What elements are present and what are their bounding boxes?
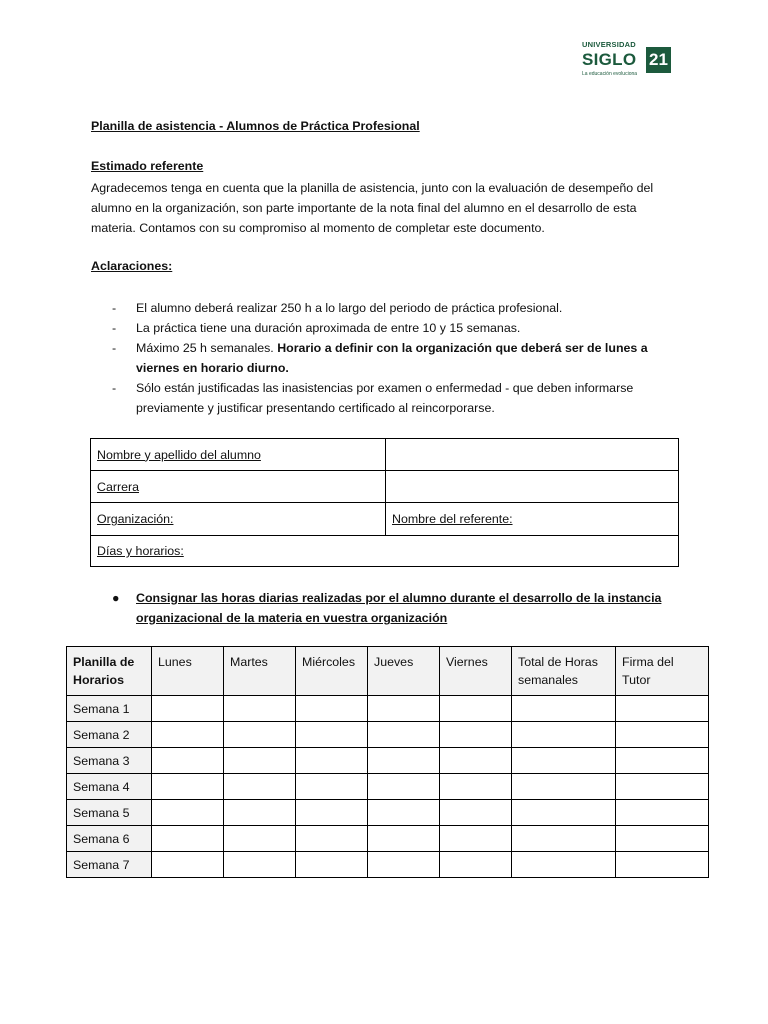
hours-cell[interactable] <box>368 800 440 826</box>
week-label: Semana 3 <box>67 748 152 774</box>
hours-cell[interactable] <box>152 852 224 878</box>
hours-cell[interactable] <box>440 800 512 826</box>
hours-cell[interactable] <box>152 826 224 852</box>
hours-cell[interactable] <box>296 722 368 748</box>
label-nombre: Nombre y apellido del alumno <box>91 439 386 471</box>
hours-cell[interactable] <box>368 774 440 800</box>
table-row <box>67 722 709 748</box>
table-row <box>67 774 709 800</box>
logo-main-text: SIGLO <box>582 50 637 69</box>
signature-cell[interactable] <box>616 852 709 878</box>
hours-cell[interactable] <box>440 722 512 748</box>
bullet-text-2: La práctica tiene una duración aproximada de entre 10 y 15 semanas. <box>136 321 521 335</box>
hours-cell[interactable] <box>152 800 224 826</box>
logo-number-box: 21 <box>646 47 671 73</box>
input-carrera[interactable] <box>386 471 679 503</box>
week-label: Semana 7 <box>67 852 152 878</box>
intro-paragraph: Agradecemos tenga en cuenta que la planilla de asistencia, junto con la evaluación de desempeño del alumno en la organización, son parte importante de la nota final del alumno en el desarrollo de esta materia. Contamos con su compromiso al momento de completar este documento. <box>91 181 654 235</box>
logo-top-text: UNIVERSIDAD <box>582 40 636 49</box>
header-cell: Viernes <box>440 647 512 696</box>
label-carrera: Carrera <box>91 471 386 503</box>
week-label: Semana 1 <box>67 696 152 722</box>
total-cell[interactable] <box>512 852 616 878</box>
table-row <box>67 748 709 774</box>
signature-cell[interactable] <box>616 696 709 722</box>
table-row <box>67 696 709 722</box>
hours-cell[interactable] <box>224 774 296 800</box>
hours-cell[interactable] <box>224 826 296 852</box>
total-cell[interactable] <box>512 722 616 748</box>
hours-cell[interactable] <box>224 696 296 722</box>
university-logo <box>582 40 674 80</box>
week-label: Semana 6 <box>67 826 152 852</box>
hours-cell[interactable] <box>296 696 368 722</box>
list-item: - Sólo están justificadas las inasistencias por examen o enfermedad - que deben informarse previamente y justificar presentando certificado al reincorporarse. <box>112 381 634 415</box>
aclaraciones-list <box>112 298 692 418</box>
list-item: - La práctica tiene una duración aproximada de entre 10 y 15 semanas. <box>112 321 521 335</box>
greeting-heading: Estimado referente <box>91 159 204 173</box>
instruction-text: Consignar las horas diarias realizadas por el alumno durante el desarrollo de la instancia organizacional de la materia en vuestra organización <box>136 591 662 625</box>
signature-cell[interactable] <box>616 774 709 800</box>
schedule-header-row <box>67 647 709 696</box>
header-cell: Lunes <box>152 647 224 696</box>
hours-cell[interactable] <box>368 748 440 774</box>
hours-cell[interactable] <box>440 852 512 878</box>
input-nombre[interactable] <box>386 439 679 471</box>
field-referente[interactable]: Nombre del referente: <box>386 503 679 536</box>
hours-cell[interactable] <box>368 852 440 878</box>
table-row <box>67 852 709 878</box>
header-cell: Jueves <box>368 647 440 696</box>
hours-cell[interactable] <box>368 696 440 722</box>
total-cell[interactable] <box>512 826 616 852</box>
hours-cell[interactable] <box>296 826 368 852</box>
logo-tagline: La educación evoluciona <box>582 71 638 77</box>
hours-cell[interactable] <box>152 774 224 800</box>
hours-cell[interactable] <box>368 826 440 852</box>
total-cell[interactable] <box>512 748 616 774</box>
hours-cell[interactable] <box>224 748 296 774</box>
header-cell: Total de Horas semanales <box>512 647 616 696</box>
signature-cell[interactable] <box>616 722 709 748</box>
hours-cell[interactable] <box>296 852 368 878</box>
total-cell[interactable] <box>512 774 616 800</box>
total-cell[interactable] <box>512 696 616 722</box>
hours-cell[interactable] <box>296 800 368 826</box>
hours-cell[interactable] <box>296 774 368 800</box>
total-cell[interactable] <box>512 800 616 826</box>
week-label: Semana 5 <box>67 800 152 826</box>
week-label: Semana 2 <box>67 722 152 748</box>
header-cell: Martes <box>224 647 296 696</box>
hours-cell[interactable] <box>440 748 512 774</box>
student-info-table <box>90 438 679 567</box>
bullet-text-4: Sólo están justificadas las inasistencias por examen o enfermedad - que deben informarse previamente y justificar presentando certificado al reincorporarse. <box>136 381 634 415</box>
aclaraciones-heading: Aclaraciones: <box>91 259 173 273</box>
document-title: Planilla de asistencia - Alumnos de Práctica Profesional <box>91 119 420 133</box>
list-item: - Máximo 25 h semanales. Horario a definir con la organización que deberá ser de lunes a viernes en horario diurno. <box>112 341 648 375</box>
hours-cell[interactable] <box>296 748 368 774</box>
hours-cell[interactable] <box>152 748 224 774</box>
hours-cell[interactable] <box>224 800 296 826</box>
header-cell: Planilla de Horarios <box>67 647 152 696</box>
hours-cell[interactable] <box>152 696 224 722</box>
list-item: - El alumno deberá realizar 250 h a lo largo del periodo de práctica profesional. <box>112 301 563 315</box>
hours-cell[interactable] <box>224 852 296 878</box>
signature-cell[interactable] <box>616 748 709 774</box>
week-label: Semana 4 <box>67 774 152 800</box>
bullet-text-3: Máximo 25 h semanales. <box>136 341 278 355</box>
signature-cell[interactable] <box>616 800 709 826</box>
field-dias-horarios[interactable]: Días y horarios: <box>91 536 679 567</box>
hours-cell[interactable] <box>224 722 296 748</box>
signature-cell[interactable] <box>616 826 709 852</box>
hours-cell[interactable] <box>368 722 440 748</box>
schedule-table <box>66 646 709 878</box>
header-cell: Firma del Tutor <box>616 647 709 696</box>
hours-cell[interactable] <box>152 722 224 748</box>
bullet-text-3-bold: Horario a definir con la organización que deberá ser de lunes a viernes en horario diurno. <box>136 341 648 375</box>
table-row <box>67 826 709 852</box>
bullet-dot: ● <box>112 591 120 605</box>
header-cell: Miércoles <box>296 647 368 696</box>
bullet-text-1: El alumno deberá realizar 250 h a lo largo del periodo de práctica profesional. <box>136 301 563 315</box>
hours-cell[interactable] <box>440 826 512 852</box>
hours-cell[interactable] <box>440 696 512 722</box>
instruction-bullet <box>112 588 696 628</box>
hours-cell[interactable] <box>440 774 512 800</box>
field-organizacion[interactable]: Organización: <box>91 503 386 536</box>
table-row <box>67 800 709 826</box>
